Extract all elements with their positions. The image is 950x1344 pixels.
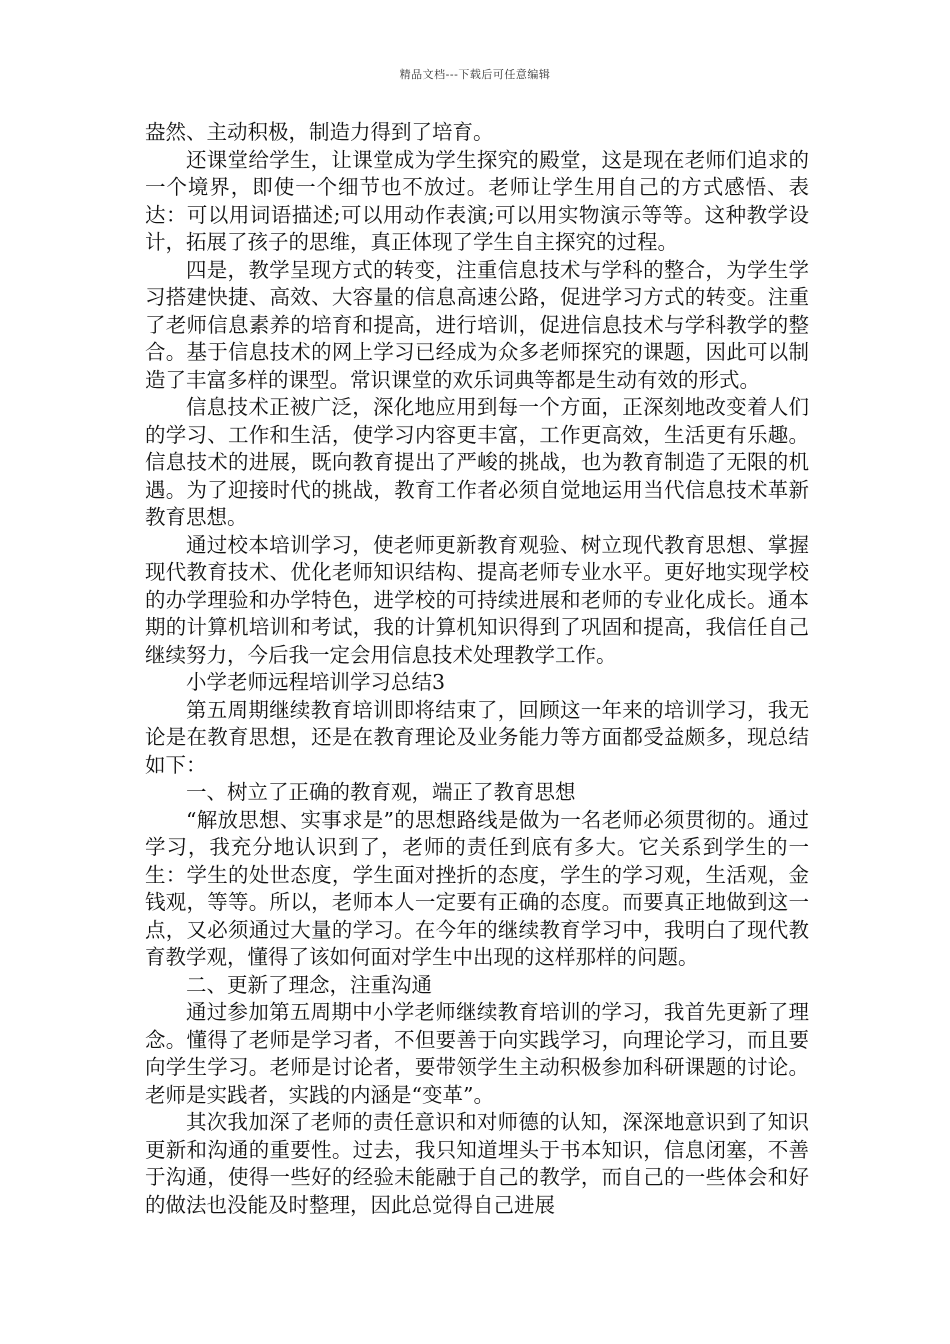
page-header: 精品文档---下载后可任意编辑 xyxy=(399,68,551,81)
paragraph: “解放思想、实事求是”的思想路线是做为一名老师必须贯彻的。通过学习，我充分地认识到了，老师的责任到底有多大。它关系到学生的一生：学生的处世态度，学生面对挫折的态度，学生的学习观，生活观，金钱观，等等。所以，老师本人一定要有正确的态度。而要真正地做到这一点，又必须通过大量的学习。在今年的继续教育学习中，我明白了现代教育教学观，懂得了该如何面对学生中出现的这样那样的问题。 xyxy=(145,807,809,969)
paragraph: 其次我加深了老师的责任意识和对师德的认知，深深地意识到了知识更新和沟通的重要性。过去，我只知道埋头于书本知识，信息闭塞，不善于沟通，使得一些好的经验未能融于自己的教学，而自己的一些体会和好的做法也没能及时整理，因此总觉得自己进展 xyxy=(145,1110,809,1217)
document-body xyxy=(145,119,809,1219)
paragraph: 通过校本培训学习，使老师更新教育观验、树立现代教育思想、掌握现代教育技术、优化老师知识结构、提高老师专业水平。更好地实现学校的办学理验和办学特色，进学校的可持续进展和老师的专业化成长。通本期的计算机培训和考试，我的计算机知识得到了巩固和提高，我信任自己继续努力，今后我一定会用信息技术处理教学工作。 xyxy=(145,532,809,667)
section-heading: 二、更新了理念，注重沟通 xyxy=(186,972,432,997)
paragraph: 信息技术正被广泛，深化地应用到每一个方面，正深刻地改变着人们的学习、工作和生活，使学习内容更丰富，工作更高效，生活更有乐趣。信息技术的进展，既向教育提出了严峻的挑战，也为教育制造了无限的机遇。为了迎接时代的挑战，教育工作者必须自觉地运用当代信息技术革新教育思想。 xyxy=(145,395,809,529)
paragraph: 还课堂给学生，让课堂成为学生探究的殿堂，这是现在老师们追求的一个境界，即使一个细节也不放过。老师让学生用自己的方式感悟、表达：可以用词语描述;可以用动作表演;可以用实物演示等等。这种教学设计，拓展了孩子的思维，真正体现了学生自主探究的过程。 xyxy=(145,147,809,254)
paragraph: 四是，教学呈现方式的转变，注重信息技术与学科的整合，为学生学习搭建快捷、高效、大容量的信息高速公路，促进学习方式的转变。注重了老师信息素养的培育和提高，进行培训，促进信息技术与学科教学的整合。基于信息技术的网上学习已经成为众多老师探究的课题，因此可以制造了丰富多样的课型。常识课堂的欢乐词典等都是生动有效的形式。 xyxy=(145,257,809,392)
paragraph: 第五周期继续教育培训即将结束了，回顾这一年来的培训学习，我无论是在教育思想，还是在教育理论及业务能力等方面都受益颇多，现总结如下： xyxy=(145,697,809,777)
paragraph: 通过参加第五周期中小学老师继续教育培训的学习，我首先更新了理念。懂得了老师是学习者，不但要善于向实践学习，向理论学习，而且要向学生学习。老师是讨论者，要带领学生主动积极参加科研课题的讨论。老师是实践者，实践的内涵是“变革”。 xyxy=(145,1000,809,1107)
paragraph: 盎然、主动积极，制造力得到了培育。 xyxy=(145,120,494,144)
section-title: 小学老师远程培训学习总结3 xyxy=(186,670,446,694)
section-heading: 一、树立了正确的教育观，端正了教育思想 xyxy=(186,780,576,804)
